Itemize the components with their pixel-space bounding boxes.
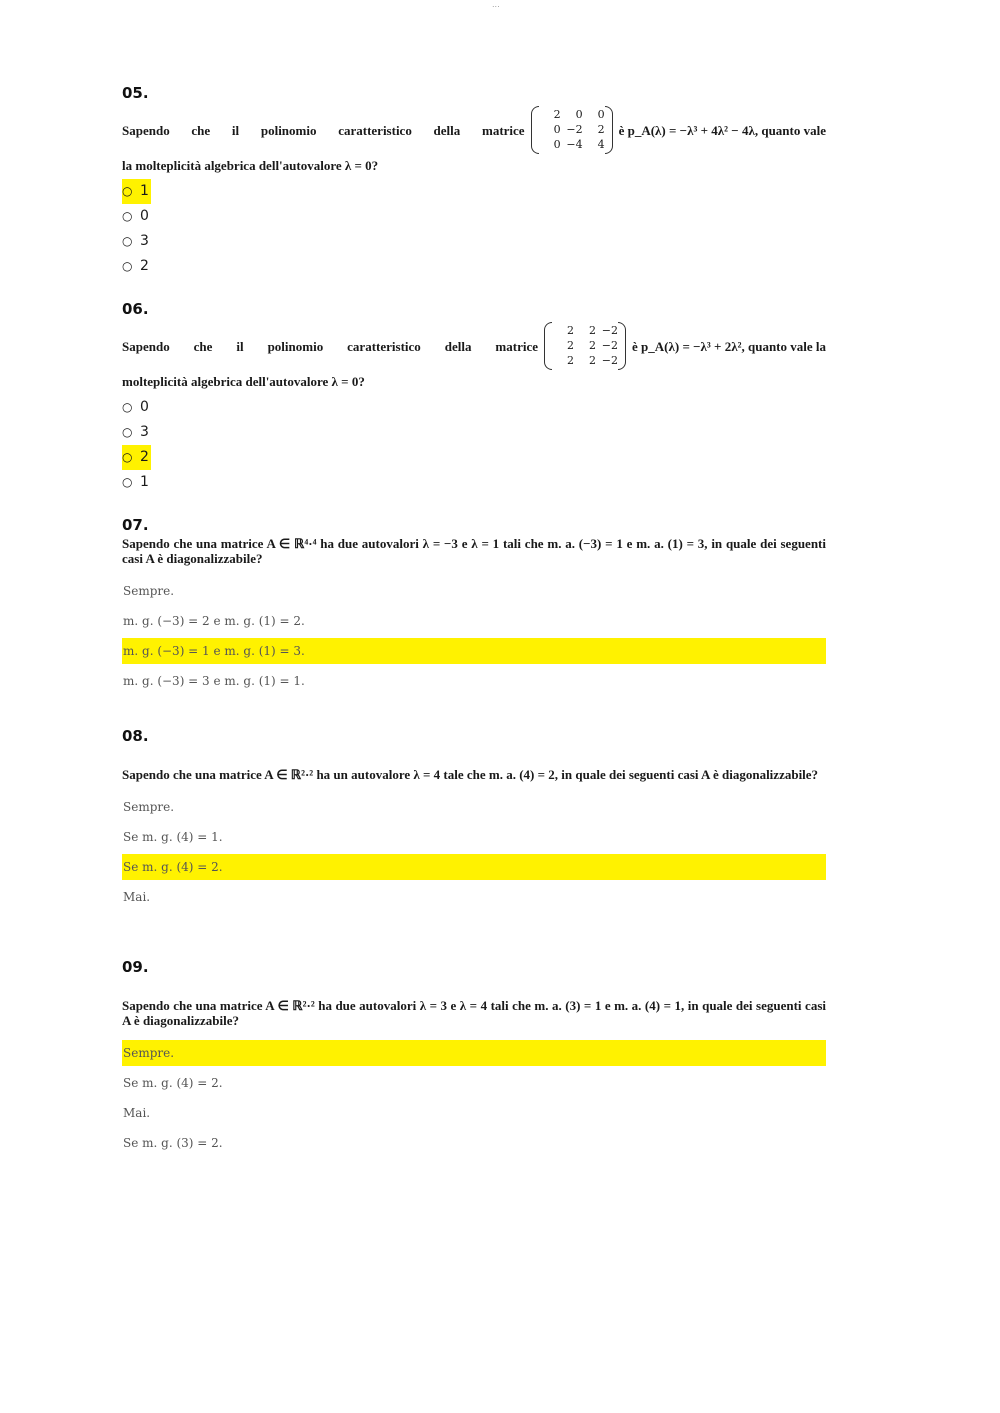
answers-list — [122, 1040, 826, 1156]
option-radio[interactable]: ○ 1 — [122, 470, 826, 495]
radio-icon: ○ — [122, 209, 133, 223]
question-05 — [122, 84, 826, 279]
question-stem: Sapendo che una matrice A ∈ ℝ⁴·⁴ ha due autovalori λ = −3 e λ = 1 tali che m. a. (−3) = 1 e m. a. (1) = 3, in quale dei seguenti casi A è diagonalizzabile? — [122, 536, 826, 566]
options-list — [122, 395, 826, 495]
option-radio[interactable]: ○ 2 — [122, 254, 826, 279]
stem-text: è p_A(λ) = −λ³ + 2λ², quanto vale la — [632, 338, 826, 354]
matrix: 2 2 −2 2 2 −2 2 2 −2 — [544, 322, 626, 370]
answer-option[interactable]: m. g. (−3) = 3 e m. g. (1) = 1. — [123, 674, 305, 688]
question-stem: Sapendo che una matrice A ∈ ℝ²·² ha un autovalore λ = 4 tale che m. a. (4) = 2, in quale dei seguenti casi A è diagonalizzabile? — [122, 767, 819, 782]
answer-option[interactable]: Se m. g. (3) = 2. — [123, 1136, 223, 1150]
question-number: 05. — [122, 84, 149, 102]
radio-icon: ○ — [122, 400, 133, 414]
option-radio-selected[interactable]: ○ 2 — [122, 445, 151, 470]
radio-icon: ○ — [122, 450, 133, 464]
question-stem — [122, 322, 826, 370]
answer-option[interactable]: Sempre. — [123, 800, 175, 814]
question-number: 08. — [122, 727, 149, 745]
option-radio[interactable]: ○ 3 — [122, 229, 826, 254]
radio-icon: ○ — [122, 234, 133, 248]
question-07 — [122, 516, 826, 698]
question-stem: Sapendo che una matrice A ∈ ℝ²·² ha due autovalori λ = 3 e λ = 4 tali che m. a. (3) = 1 e m. a. (4) = 1, in quale dei seguenti casi A è diagonalizzabile? — [122, 998, 826, 1028]
stem-text: Sapendo che il polinomio caratteristico della matrice — [122, 338, 539, 354]
question-number: 07. — [122, 516, 149, 534]
option-radio-selected[interactable]: ○ 1 — [122, 179, 151, 204]
option-radio[interactable]: ○ 3 — [122, 420, 826, 445]
radio-icon: ○ — [122, 425, 133, 439]
option-radio[interactable]: ○ 0 — [122, 204, 826, 229]
answer-option-selected[interactable]: Sempre. — [122, 1040, 826, 1066]
answer-option[interactable]: Sempre. — [123, 584, 175, 598]
option-radio[interactable]: ○ 0 — [122, 395, 826, 420]
answer-option[interactable]: Mai. — [123, 1106, 151, 1120]
answer-option-selected[interactable]: Se m. g. (4) = 2. — [122, 854, 826, 880]
question-stem — [122, 106, 826, 154]
matrix: 2 0 0 0 −2 2 0 −4 4 — [531, 106, 613, 154]
answers-list — [122, 578, 826, 694]
stem-text: è p_A(λ) = −λ³ + 4λ² − 4λ, quanto vale — [618, 122, 826, 138]
question-number: 09. — [122, 958, 149, 976]
question-number: 06. — [122, 300, 149, 318]
answers-list — [122, 794, 826, 910]
stem-text: molteplicità algebrica dell'autovalore λ = 0? — [122, 374, 365, 389]
stem-text: la molteplicità algebrica dell'autovalore λ = 0? — [122, 158, 379, 173]
radio-icon: ○ — [122, 475, 133, 489]
answer-option[interactable]: Mai. — [123, 890, 151, 904]
radio-icon: ○ — [122, 259, 133, 273]
answer-option[interactable]: Se m. g. (4) = 1. — [123, 830, 223, 844]
answer-option[interactable]: m. g. (−3) = 2 e m. g. (1) = 2. — [123, 614, 305, 628]
question-08 — [122, 727, 826, 914]
page-header-mark: ... — [492, 0, 500, 9]
radio-icon: ○ — [122, 184, 133, 198]
stem-text: Sapendo che il polinomio caratteristico della matrice — [122, 122, 525, 138]
question-06 — [122, 300, 826, 495]
answer-option[interactable]: Se m. g. (4) = 2. — [123, 1076, 223, 1090]
question-09 — [122, 958, 826, 1160]
answer-option-selected[interactable]: m. g. (−3) = 1 e m. g. (1) = 3. — [122, 638, 826, 664]
options-list — [122, 179, 826, 279]
